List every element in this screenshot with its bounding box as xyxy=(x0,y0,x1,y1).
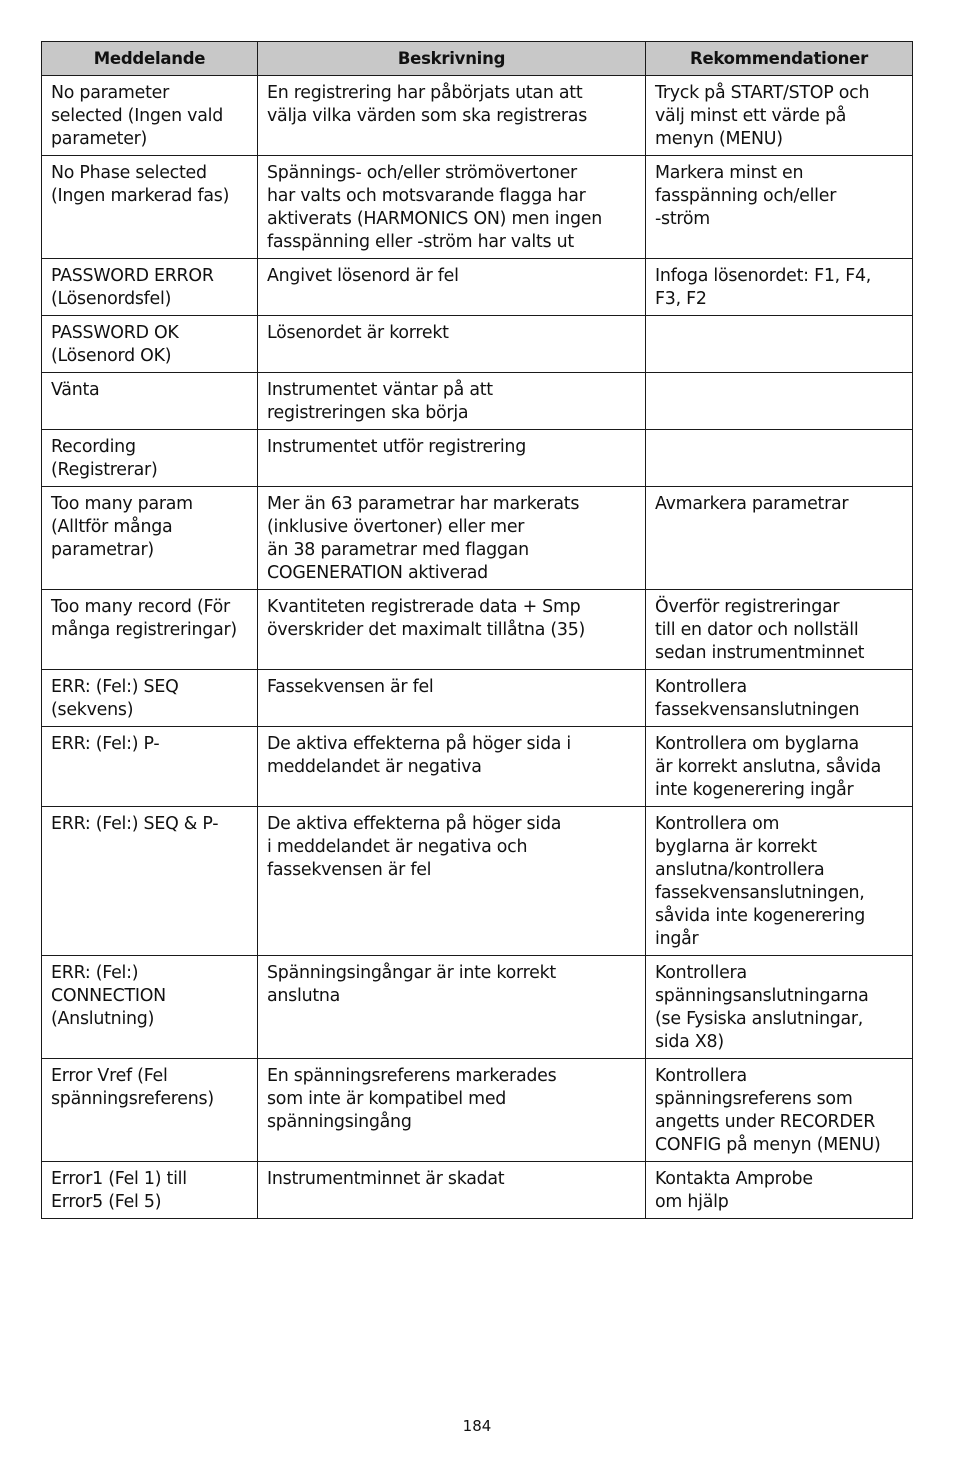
table-row xyxy=(42,1059,913,1162)
table-row xyxy=(42,156,913,259)
cell-recommendation: Kontakta Amprobe om hjälp xyxy=(646,1162,913,1219)
table-row xyxy=(42,316,913,373)
header-message: Meddelande xyxy=(42,42,258,76)
cell-recommendation xyxy=(646,430,913,487)
cell-description: Kvantiteten registrerade data + Smp överskrider det maximalt tillåtna (35) xyxy=(258,590,646,670)
cell-recommendation: Infoga lösenordet: F1, F4, F3, F2 xyxy=(646,259,913,316)
cell-recommendation: Kontrollera spänningsreferens som angetts under RECORDER CONFIG på menyn (MENU) xyxy=(646,1059,913,1162)
cell-recommendation: Överför registreringar till en dator och nollställ sedan instrumentminnet xyxy=(646,590,913,670)
cell-recommendation xyxy=(646,316,913,373)
table-row xyxy=(42,956,913,1059)
cell-recommendation: Avmarkera parametrar xyxy=(646,487,913,590)
cell-message: Recording (Registrerar) xyxy=(42,430,258,487)
cell-recommendation: Kontrollera spänningsanslutningarna (se Fysiska anslutningar, sida X8) xyxy=(646,956,913,1059)
cell-description: Lösenordet är korrekt xyxy=(258,316,646,373)
table-row xyxy=(42,430,913,487)
table-body xyxy=(42,76,913,1219)
cell-description: Angivet lösenord är fel xyxy=(258,259,646,316)
cell-description: Mer än 63 parametrar har markerats (inklusive övertoner) eller mer än 38 parametrar med flaggan COGENERATION aktiverad xyxy=(258,487,646,590)
cell-recommendation: Markera minst en fasspänning och/eller -ström xyxy=(646,156,913,259)
cell-description: De aktiva effekterna på höger sida i meddelandet är negativa och fassekvensen är fel xyxy=(258,807,646,956)
cell-description: Instrumentminnet är skadat xyxy=(258,1162,646,1219)
cell-description: Instrumentet väntar på att registreringen ska börja xyxy=(258,373,646,430)
table-header-row xyxy=(42,42,913,76)
table-row xyxy=(42,259,913,316)
cell-message: Too many param (Alltför många parametrar) xyxy=(42,487,258,590)
cell-recommendation: Kontrollera fassekvensanslutningen xyxy=(646,670,913,727)
cell-recommendation: Tryck på START/STOP och välj minst ett värde på menyn (MENU) xyxy=(646,76,913,156)
table-row xyxy=(42,590,913,670)
cell-description: Spänningsingångar är inte korrekt anslutna xyxy=(258,956,646,1059)
cell-description: Spännings- och/eller strömövertoner har valts och motsvarande flagga har aktiverats (HARMONICS ON) men ingen fasspänning eller -ström har valts ut xyxy=(258,156,646,259)
header-recommendation: Rekommendationer xyxy=(646,42,913,76)
cell-description: En registrering har påbörjats utan att välja vilka värden som ska registreras xyxy=(258,76,646,156)
cell-message: ERR: (Fel:) P- xyxy=(42,727,258,807)
message-table xyxy=(41,41,913,1219)
cell-description: Instrumentet utför registrering xyxy=(258,430,646,487)
table-row xyxy=(42,373,913,430)
cell-message: PASSWORD ERROR (Lösenordsfel) xyxy=(42,259,258,316)
cell-recommendation xyxy=(646,373,913,430)
cell-description: En spänningsreferens markerades som inte är kompatibel med spänningsingång xyxy=(258,1059,646,1162)
page-number: 184 xyxy=(462,1417,492,1435)
cell-message: ERR: (Fel:) SEQ (sekvens) xyxy=(42,670,258,727)
cell-message: ERR: (Fel:) CONNECTION (Anslutning) xyxy=(42,956,258,1059)
cell-message: Too many record (För många registreringar) xyxy=(42,590,258,670)
table-row xyxy=(42,807,913,956)
cell-message: ERR: (Fel:) SEQ & P- xyxy=(42,807,258,956)
cell-message: Error1 (Fel 1) till Error5 (Fel 5) xyxy=(42,1162,258,1219)
table-row xyxy=(42,727,913,807)
cell-message: Vänta xyxy=(42,373,258,430)
cell-recommendation: Kontrollera om byglarna är korrekt anslutna/kontrollera fassekvensanslutningen, såvida inte kogenerering ingår xyxy=(646,807,913,956)
cell-message: No Phase selected (Ingen markerad fas) xyxy=(42,156,258,259)
cell-message: No parameter selected (Ingen vald parameter) xyxy=(42,76,258,156)
cell-message: Error Vref (Fel spänningsreferens) xyxy=(42,1059,258,1162)
cell-message: PASSWORD OK (Lösenord OK) xyxy=(42,316,258,373)
cell-recommendation: Kontrollera om byglarna är korrekt anslutna, såvida inte kogenerering ingår xyxy=(646,727,913,807)
table-row xyxy=(42,670,913,727)
header-description: Beskrivning xyxy=(258,42,646,76)
cell-description: De aktiva effekterna på höger sida i meddelandet är negativa xyxy=(258,727,646,807)
table-row xyxy=(42,76,913,156)
table-row xyxy=(42,1162,913,1219)
cell-description: Fassekvensen är fel xyxy=(258,670,646,727)
table-row xyxy=(42,487,913,590)
